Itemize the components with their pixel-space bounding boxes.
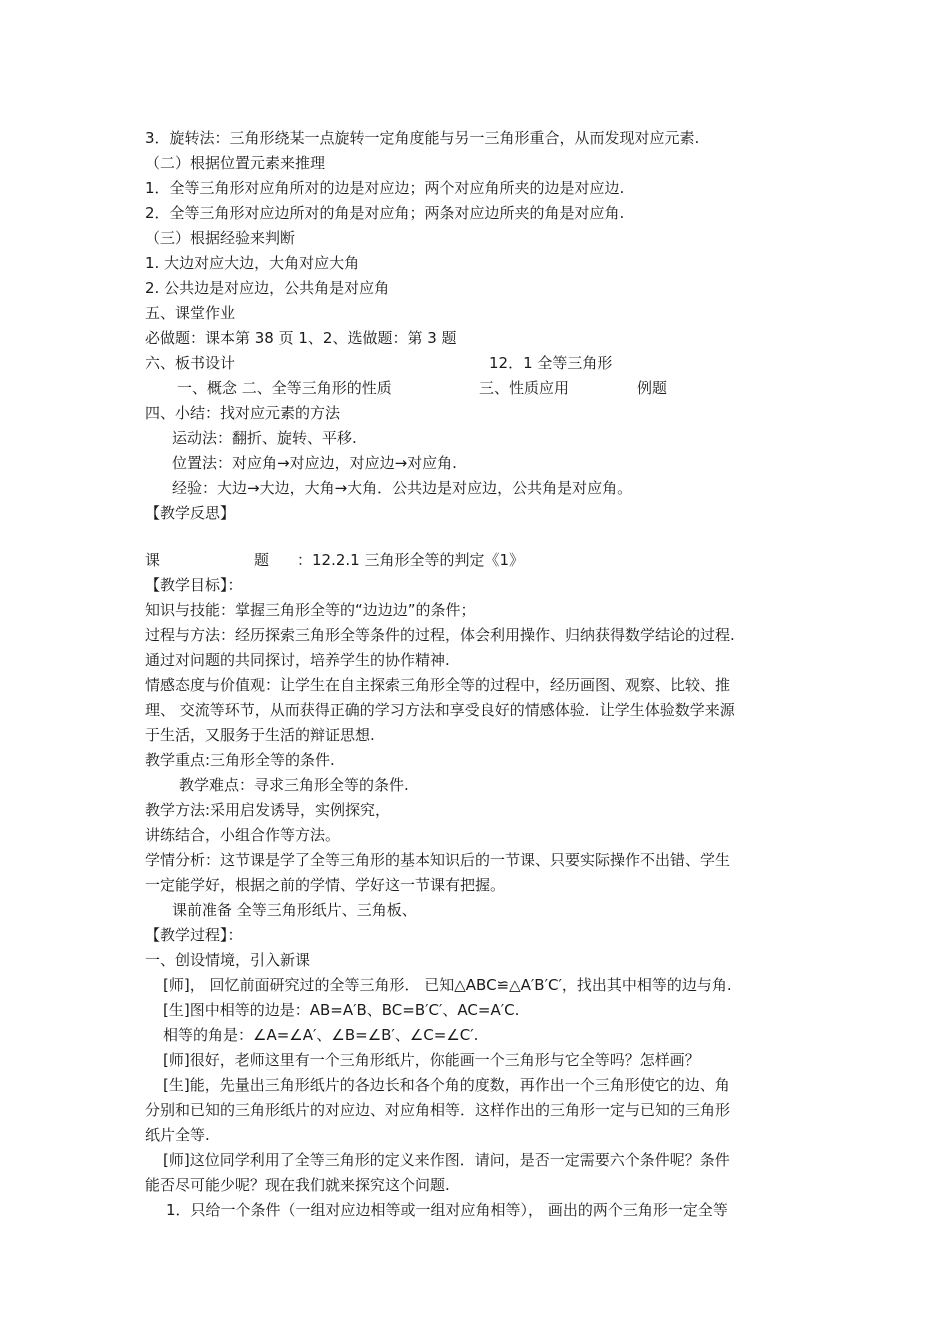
teaching-method-2: 讲练结合，小组合作等方法。 (145, 826, 341, 844)
dialogue-line: [师]很好，老师这里有一个三角形纸片，你能画一个三角形与它全等吗？怎样画？ (163, 1051, 700, 1069)
text-line-experience-heading: （三）根据经验来判断 (145, 229, 296, 247)
step-1-heading: 一、创设情境，引入新课 (145, 951, 311, 969)
lesson-title: ：12.2.1 三角形全等的判定《1》 (297, 551, 525, 569)
summary-title: 四、小结：找对应元素的方法 (145, 404, 341, 422)
text-line-position-heading: （二）根据位置元素来推理 (145, 154, 326, 172)
board-design-item-1: 一、概念 二、全等三角形的性质 (177, 379, 392, 397)
dialogue-line: 能否尽可能少呢？现在我们就来探究这个问题. (145, 1176, 450, 1194)
dialogue-line: [生]图中相等的边是：AB=A′B、BC=B′C′、AC=A′C. (163, 1001, 520, 1019)
dialogue-line: [师]， 回忆前面研究过的全等三角形． 已知△ABC≌△A′B′C′，找出其中相等的边与角. (163, 976, 732, 994)
text-line-rotation-method: 3．旋转法：三角形绕某一点旋转一定角度能与另一三角形重合，从而发现对应元素. (145, 129, 700, 147)
text-line-homework: 必做题：课本第 38 页 1、2、选做题：第 3 题 (145, 329, 457, 347)
teaching-method: 教学方法:采用启发诱导，实例探究， (145, 801, 391, 819)
dialogue-line: [师]这位同学利用了全等三角形的定义来作图．请问，是否一定需要六个条件呢？条件 (163, 1151, 730, 1169)
summary-experience: 经验：大边→大边，大角→大角．公共边是对应边，公共角是对应角。 (172, 479, 633, 497)
board-design-item-2: 三、性质应用 (479, 379, 570, 397)
preparation: 课前准备 全等三角形纸片、三角板、 (172, 901, 417, 919)
dialogue-line: 相等的角是：∠A=∠A′、∠B=∠B′、∠C=∠C′. (163, 1026, 479, 1044)
goal-attitude-2: 理、 交流等环节，从而获得正确的学习方法和享受良好的情感体验．让学生体验数学来源 (145, 701, 735, 719)
text-line-experience-2: 2. 公共边是对应边，公共角是对应角 (145, 279, 390, 297)
board-design-title: 12．1 全等三角形 (489, 354, 613, 372)
text-line-homework-heading: 五、课堂作业 (145, 304, 236, 322)
dialogue-line: 纸片全等. (145, 1126, 210, 1144)
lesson-ti-label: 题 (254, 551, 270, 569)
summary-position: 位置法：对应角→对应边，对应边→对应角. (172, 454, 457, 472)
text-line-position-1: 1．全等三角形对应角所对的边是对应边；两个对应角所夹的边是对应边. (145, 179, 625, 197)
text-line-experience-1: 1. 大边对应大边，大角对应大角 (145, 254, 360, 272)
dialogue-line: [生]能，先量出三角形纸片的各边长和各个角的度数，再作出一个三角形使它的边、角 (163, 1076, 730, 1094)
goal-attitude: 情感态度与价值观：让学生在自主探索三角形全等的过程中，经历画图、观察、比较、推 (145, 676, 731, 694)
learner-analysis-2: 一定能学好，根据之前的学情、学好这一节课有把握。 (145, 876, 506, 894)
learner-analysis: 学情分析：这节课是学了全等三角形的基本知识后的一节课、只要实际操作不出错、学生 (145, 851, 731, 869)
goal-attitude-3: 于生活，又服务于生活的辩证思想. (145, 726, 375, 744)
dialogue-line: 分别和已知的三角形纸片的对应边、对应角相等．这样作出的三角形一定与已知的三角形 (145, 1101, 731, 1119)
lesson-ke-label: 课 (145, 551, 161, 569)
goal-process: 过程与方法：经历探索三角形全等条件的过程，体会利用操作、归纳获得数学结论的过程. (145, 626, 735, 644)
board-design-item-3: 例题 (637, 379, 668, 397)
difficulty: 教学难点：寻求三角形全等的条件. (179, 776, 409, 794)
goals-heading: 【教学目标】： (145, 576, 243, 594)
reflection-heading: 【教学反思】 (145, 504, 236, 522)
summary-motion: 运动法：翻折、旋转、平移. (172, 429, 357, 447)
dialogue-line: 1．只给一个条件（一组对应边相等或一组对应角相等）， 画出的两个三角形一定全等 (166, 1201, 728, 1219)
goal-knowledge: 知识与技能：掌握三角形全等的“边边边”的条件； (145, 601, 476, 619)
text-line-position-2: 2．全等三角形对应边所对的角是对应角；两条对应边所夹的角是对应角. (145, 204, 625, 222)
process-heading: 【教学过程】： (145, 926, 243, 944)
key-point: 教学重点:三角形全等的条件. (145, 751, 335, 769)
goal-process-2: 通过对问题的共同探讨，培养学生的协作精神. (145, 651, 450, 669)
board-design-label: 六、板书设计 (145, 354, 236, 372)
